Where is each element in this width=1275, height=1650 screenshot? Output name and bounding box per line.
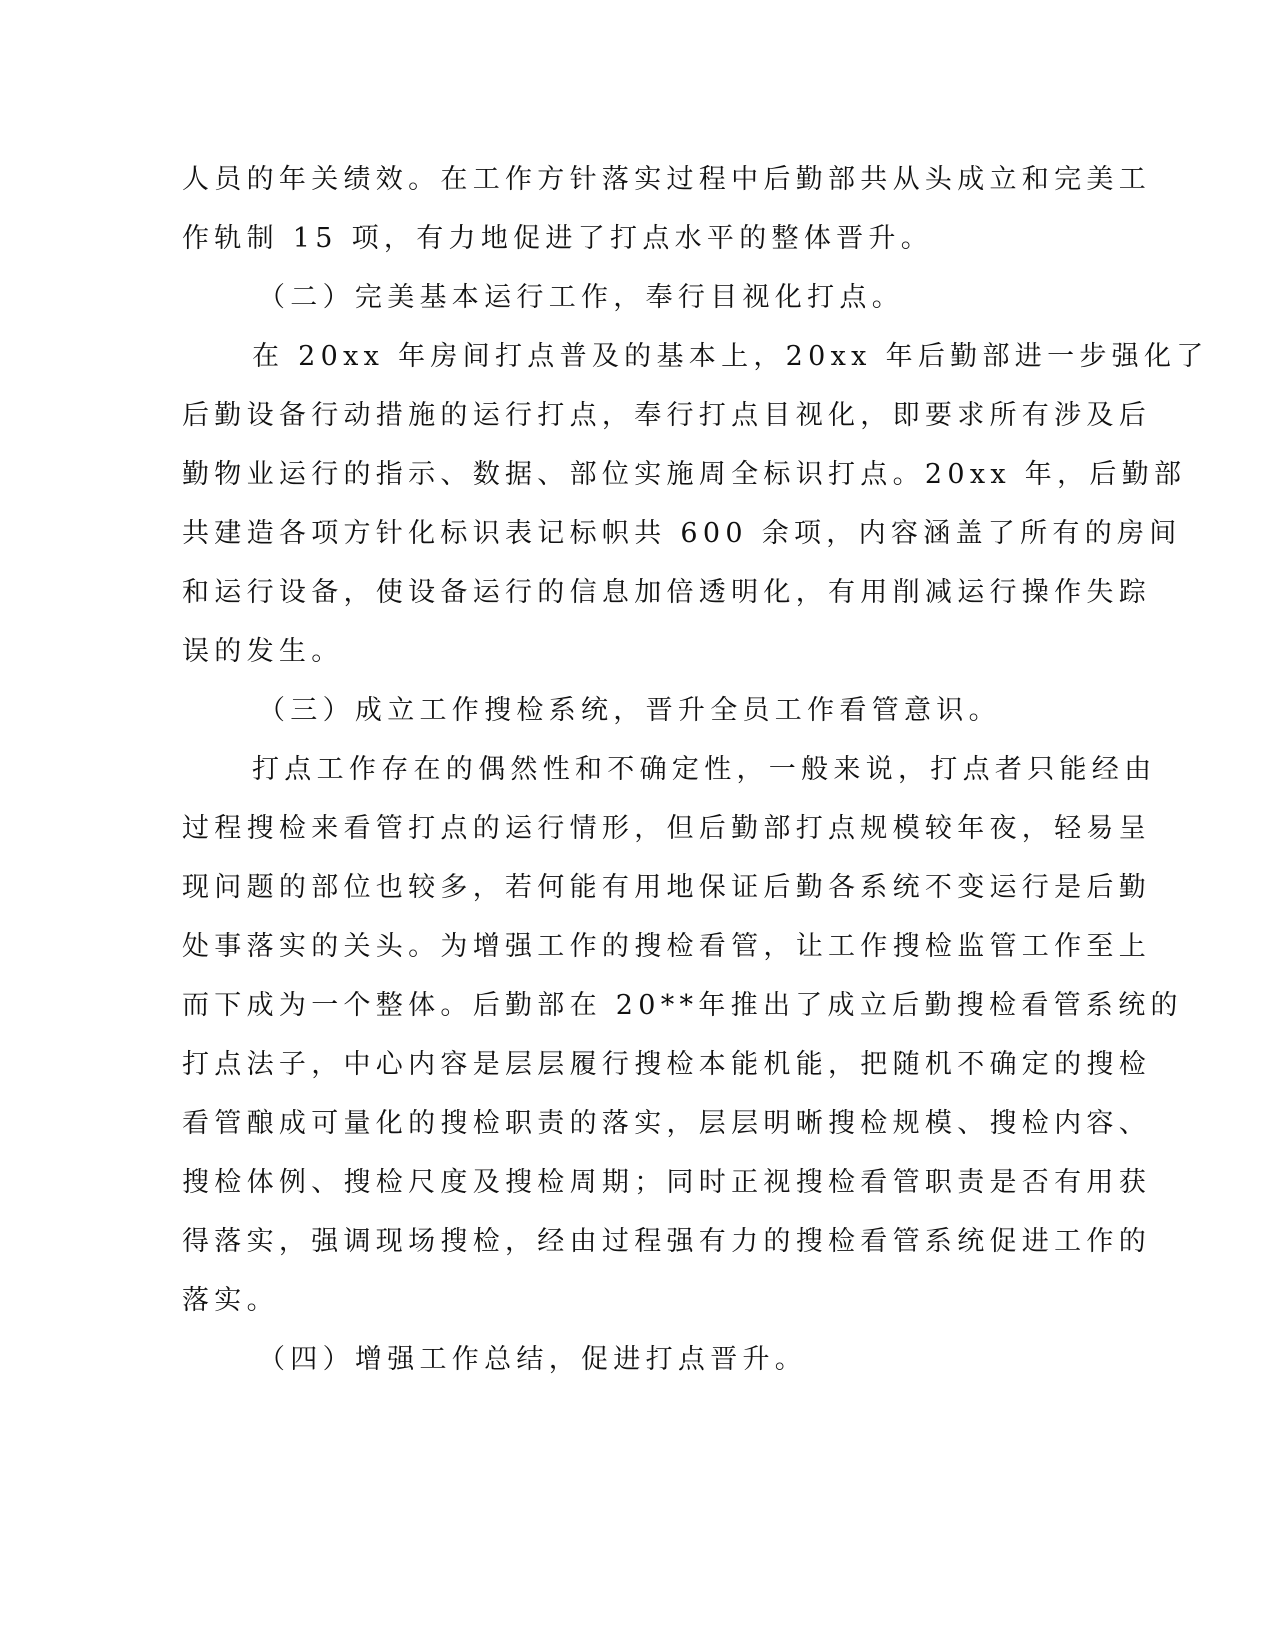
section-heading: （四）增强工作总结，促进打点晋升。 [258,1344,808,1375]
text-line: 搜检体例、搜检尺度及搜检周期；同时正视搜检看管职责是否有用获 [182,1167,1151,1198]
text-line: 勤物业运行的指示、数据、部位实施周全标识打点。20xx 年，后勤部 [182,459,1187,490]
text-line: 误的发生。 [182,636,344,667]
text-line: 过程搜检来看管打点的运行情形，但后勤部打点规模较年夜，轻易呈 [182,813,1151,844]
text-line: 后勤设备行动措施的运行打点，奉行打点目视化，即要求所有涉及后 [182,400,1151,431]
text-line: 打点法子，中心内容是层层履行搜检本能机能，把随机不确定的搜检 [182,1049,1151,1080]
text-line: 打点工作存在的偶然性和不确定性，一般来说，打点者只能经由 [252,754,1157,785]
section-heading: （二）完美基本运行工作，奉行目视化打点。 [258,282,904,313]
text-line: 而下成为一个整体。后勤部在 20**年推出了成立后勤搜检看管系统的 [182,990,1183,1021]
text-line: 落实。 [182,1285,279,1316]
text-line: 看管酿成可量化的搜检职责的落实，层层明晰搜检规模、搜检内容、 [182,1108,1151,1139]
text-line: 和运行设备，使设备运行的信息加倍透明化，有用削减运行操作失踪 [182,577,1151,608]
text-line: 人员的年关绩效。在工作方针落实过程中后勤部共从头成立和完美工 [182,164,1151,195]
section-heading: （三）成立工作搜检系统，晋升全员工作看管意识。 [258,695,1001,726]
text-line: 在 20xx 年房间打点普及的基本上，20xx 年后勤部进一步强化了 [252,341,1209,372]
text-line: 作轨制 15 项，有力地促进了打点水平的整体晋升。 [182,223,934,254]
text-line: 现问题的部位也较多，若何能有用地保证后勤各系统不变运行是后勤 [182,872,1151,903]
text-line: 共建造各项方针化标识表记标帜共 600 余项，内容涵盖了所有的房间 [182,518,1182,549]
text-line: 处事落实的关头。为增强工作的搜检看管，让工作搜检监管工作至上 [182,931,1151,962]
text-line: 得落实，强调现场搜检，经由过程强有力的搜检看管系统促进工作的 [182,1226,1151,1257]
